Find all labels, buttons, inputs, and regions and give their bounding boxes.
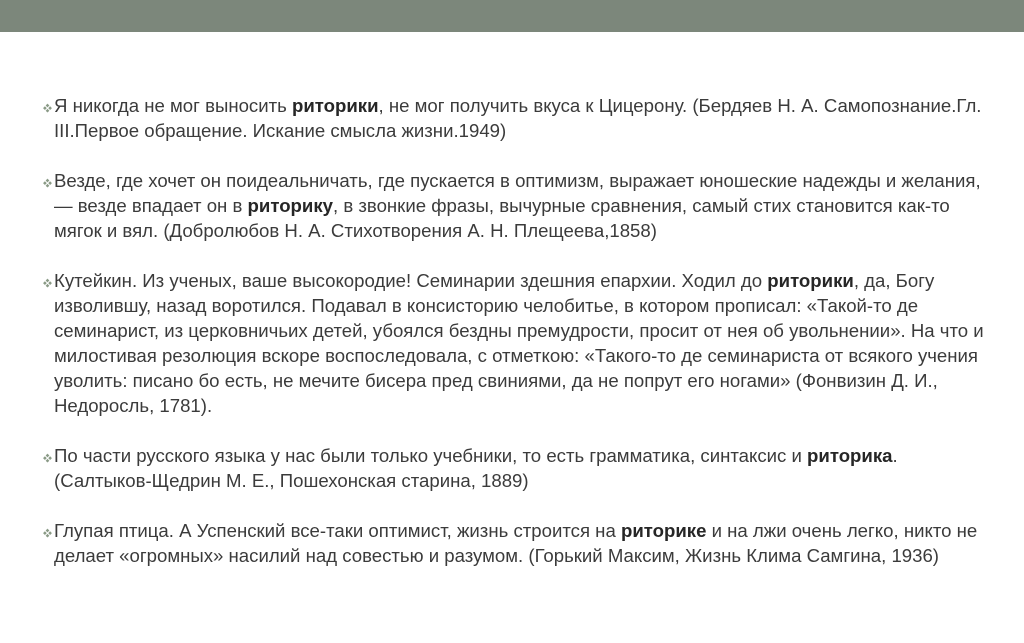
quote-text [54,170,981,241]
quote-text [54,270,984,416]
quote-text [54,445,898,491]
quote-segment: , не мог получить вкуса к Цицерону. (Бердяев Н. А. Самопознание.Гл. III.Первое обращение. Искание смысла жизни.1949) [54,95,982,141]
highlighted-term: риторика [807,445,893,466]
quote-segment: .(Салтыков-Щедрин М. Е., Пошехонская старина, 1889) [54,445,898,491]
quote-segment: и на лжи очень легко, никто не делает «огромных» насилий над совестью и разумом. (Горький Максим, Жизнь Клима Самгина, 1936) [54,520,978,566]
quote-segment: , в звонкие фразы, вычурные сравнения, самый стих становится как-то мягок и вял. (Добролюбов Н. А. Стихотворения А. Н. Плещеева,1858) [54,195,950,241]
quote-item [54,168,984,243]
diamond-bullet-icon [42,269,54,291]
quote-item [54,268,984,418]
quote-segment: Кутейкин. Из ученых, ваше высокородие! Семинарии здешния епархии. Ходил до [54,270,768,291]
diamond-bullet-icon [42,94,54,116]
diamond-bullet-icon [42,444,54,466]
quote-item [54,93,984,143]
highlighted-term: риторике [620,520,707,541]
quote-list [54,93,984,568]
quote-segment: Я никогда не мог выносить [54,95,292,116]
quote-segment: Глупая птица. А Успенский все-таки оптимист, жизнь строится на [54,520,621,541]
highlighted-term: риторики [292,95,379,116]
quote-segment: По части русского языка у нас были только учебники, то есть грамматика, синтаксис и [54,445,808,466]
highlighted-term: риторику [247,195,333,216]
quote-item [54,443,984,493]
highlighted-term: риторики [767,270,854,291]
quote-text [54,520,977,566]
diamond-bullet-icon [42,169,54,191]
slide-top-bar [0,0,1024,32]
quote-text [54,95,981,141]
quote-segment: , да, Богу изволившу, назад воротился. Подавал в консисторию челобитье, в котором прописал: «Такой-то де семинарист, из церковничьих детей, убоялся бездны премудрости, просит от нея об увольнении». На что и милостивая резолюция вскоре воспоследовала, с отметкою: «Такого-то де семинариста от всякого учения уволить: писано бо есть, не мечите бисера пред свиниями, да не попрут его ногами» (Фонвизин Д. И., Недоросль, 1781). [54,270,984,416]
quote-segment: Везде, где хочет он поидеальничать, где пускается в оптимизм, выражает юношеские надежды и желания, — везде впадает он в [54,170,981,216]
quote-item [54,518,984,568]
diamond-bullet-icon [42,519,54,541]
